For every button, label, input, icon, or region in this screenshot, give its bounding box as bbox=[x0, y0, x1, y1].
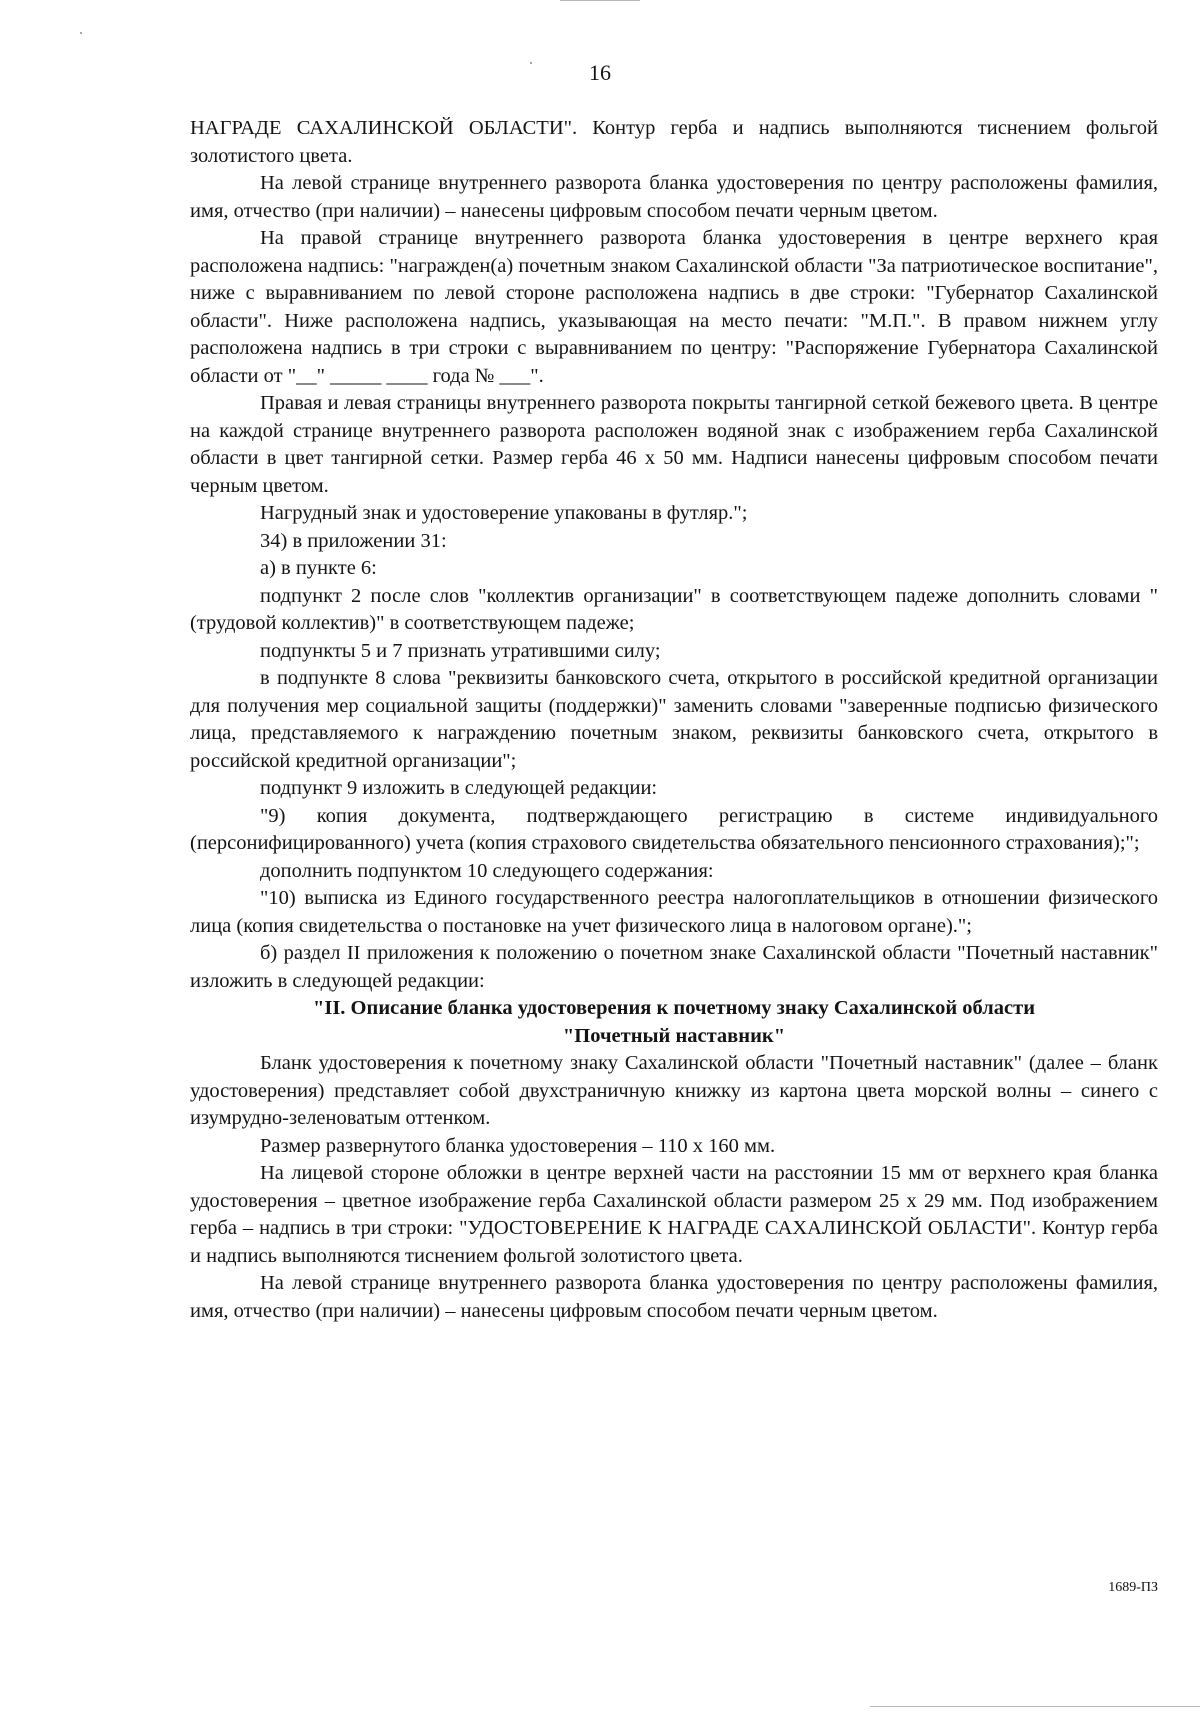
paragraph: Бланк удостоверения к почетному знаку Сахалинской области "Почетный наставник" (далее – бланк удостоверения) представляет собой двухстраничную книжку из картона цвета морской волны – синего с изумрудно-зеленоватым оттенком. bbox=[190, 1052, 1158, 1129]
scan-artifact-bottom-line bbox=[870, 1706, 1200, 1707]
paragraph: дополнить подпунктом 10 следующего содержания: bbox=[260, 859, 714, 882]
paragraph: подпункт 2 после слов "коллектив организации" в соответствующем падеже дополнить словами "(трудовой коллектив)" в соответствующем падеже; bbox=[190, 584, 1158, 634]
list-item: 34) в приложении 31: bbox=[260, 529, 447, 552]
paragraph: "10) выписка из Единого государственного реестра налогоплательщиков в отношении физического лица (копия свидетельства о постановке на учет физического лица в налоговом органе)."; bbox=[190, 887, 1158, 937]
paragraph: б) раздел II приложения к положению о почетном знаке Сахалинской области "Почетный наставник" изложить в следующей редакции: bbox=[190, 942, 1158, 992]
paragraph: НАГРАДЕ САХАЛИНСКОЙ ОБЛАСТИ". Контур герба и надпись выполняются тиснением фольгой золотистого цвета. bbox=[190, 117, 1158, 167]
section-heading-line2: "Почетный наставник" bbox=[562, 1024, 786, 1047]
paragraph: подпункты 5 и 7 признать утратившими силу; bbox=[260, 639, 661, 662]
section-heading-line1: "II. Описание бланка удостоверения к почетному знаку Сахалинской области bbox=[312, 997, 1036, 1019]
paragraph: На лицевой стороне обложки в центре верхней части на расстоянии 15 мм от верхнего края бланка удостоверения – цветное изображение герба Сахалинской области размером 25 х 29 мм. Под изображением герба – надпись в три строки: "УДОСТОВЕРЕНИЕ К НАГРАДЕ САХАЛИНСКОЙ ОБЛАСТИ". Контур герба и надпись выполняются тиснением фольгой золотистого цвета. bbox=[190, 1162, 1158, 1267]
scan-artifact-dot bbox=[80, 32, 82, 34]
paragraph: Правая и левая страницы внутреннего разворота покрыты тангирной сеткой бежевого цвета. В центре на каждой странице внутреннего разворота расположен водяной знак с изображением герба Сахалинской области в цвет тангирной сетки. Размер герба 46 х 50 мм. Надписи нанесены цифровым способом печати черным цветом. bbox=[190, 392, 1158, 497]
page-number: 16 bbox=[589, 60, 611, 85]
list-item: а) в пункте 6: bbox=[260, 557, 377, 579]
section-heading bbox=[190, 995, 1158, 1050]
paragraph: На правой странице внутреннего разворота бланка удостоверения в центре верхнего края расположена надпись: "награжден(а) почетным знаком Сахалинской области "За патриотическое воспитание", ниже с выравниванием по левой стороне расположена надпись в две строки: "Губернатор Сахалинской области". Ниже расположена надпись, указывающая на место печати: "М.П.". В правом нижнем углу расположена надпись в три строки с выравниванием по центру: "Распоряжение Губернатора Сахалинской области от "__" _____ ____ года № ___". bbox=[190, 227, 1158, 387]
document-body bbox=[190, 115, 1158, 1325]
paragraph: Размер развернутого бланка удостоверения – 110 х 160 мм. bbox=[260, 1134, 776, 1157]
scan-artifact-top-line bbox=[560, 0, 640, 1]
paragraph: Нагрудный знак и удостоверение упакованы в футляр."; bbox=[260, 502, 748, 524]
paragraph: На левой странице внутреннего разворота бланка удостоверения по центру расположены фамилия, имя, отчество (при наличии) – нанесены цифровым способом печати черным цветом. bbox=[190, 1272, 1158, 1322]
document-code: 1689-ПЗ bbox=[1108, 1580, 1158, 1595]
paragraph: подпункт 9 изложить в следующей редакции: bbox=[260, 777, 658, 799]
paragraph: "9) копия документа, подтверждающего регистрацию в системе индивидуального (персонифицированного) учета (копия страхового свидетельства обязательного пенсионного страхования);"; bbox=[190, 804, 1158, 854]
paragraph: в подпункте 8 слова "реквизиты банковского счета, открытого в российской кредитной организации для получения мер социальной защиты (поддержки)" заменить словами "заверенные подписью физического лица, представляемого к награждению почетным знаком, реквизиты банковского счета, открытого в российской кредитной организации"; bbox=[190, 667, 1158, 772]
paragraph: На левой странице внутреннего разворота бланка удостоверения по центру расположены фамилия, имя, отчество (при наличии) – нанесены цифровым способом печати черным цветом. bbox=[190, 172, 1158, 222]
